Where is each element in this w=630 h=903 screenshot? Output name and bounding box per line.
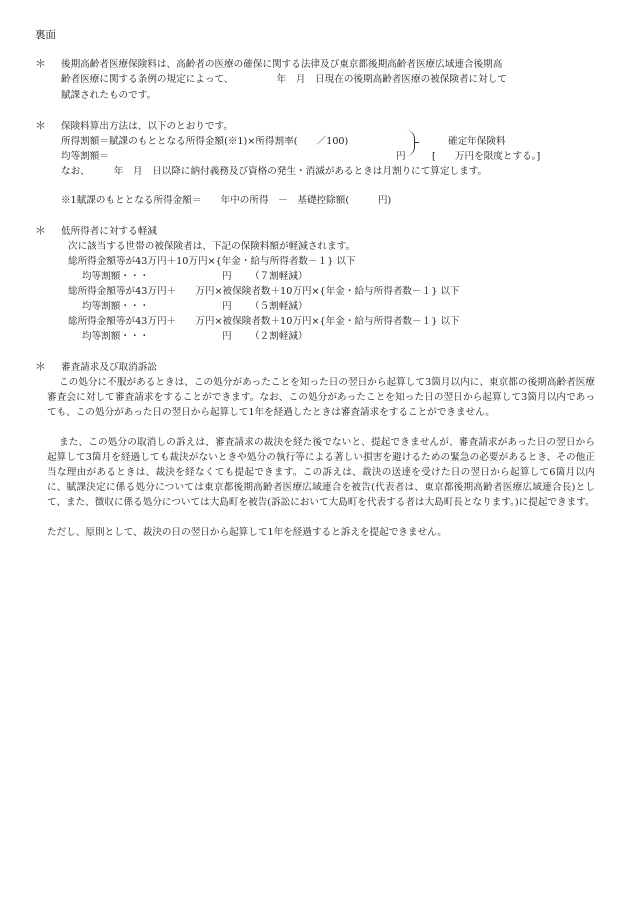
appeal-paragraph-1: この処分に不服があるときは、この処分があったことを知った日の翌日から起算して3箇月以内に、東京都の後期高齢者医療審査会に対して審査請求をすることができます。なお、この処分があったことを知った日の翌日から起算して3箇月以内であっても、この処分があった日の翌日から起算して1年を経過したときは審査請求をすることができません。 — [47, 377, 595, 418]
bullet-asterisk: ＊ — [35, 57, 46, 70]
section1-line1: 後期高齢者医療保険料は、高齢者の医療の確保に関する法律及び東京都後期高齢者医療広域連合後期高 — [61, 59, 503, 70]
appeal-paragraph-2: また、この処分の取消しの訴えは、審査請求の裁決を経た後でないと、提起できませんが、審査請求があった日の翌日から起算して3箇月を経過しても裁決がないときや処分の執行等による著しい損害を避けるための緊急の必要があるとき、その他正当な理由があるときは、裁決を経なくても提起できます。この訴えは、裁決の送達を受けた日の翌日から起算して6箇月以内に、賦課決定に係る処分については東京都後期高齢者医療広域連合を被告(代表者は、東京都後期高齢者医療広域連合長)として、また、徴収に係る処分については大島町を被告(訴訟において大島町を代表する者は大島町長となります。)に提起できます。 — [47, 437, 595, 508]
reduction-heading: 低所得者に対する軽減 — [61, 226, 157, 237]
bullet-asterisk: ＊ — [35, 119, 46, 132]
reduction-intro: 次に該当する世帯の被保険者は、下記の保険料額が軽減されます。 — [68, 241, 356, 252]
per-capita-label: 均等割額＝ — [61, 151, 109, 162]
yen-unit: 円 — [396, 151, 406, 162]
bullet-asterisk: ＊ — [35, 360, 46, 373]
section1-line2: 齢者医療に関する条例の規定によって、 年 月 日現在の後期高齢者医療の被保険者に対して — [61, 74, 507, 85]
footnote-income: ※1賦課のもととなる所得金額＝ 年中の所得 － 基礎控除額( 円) — [61, 195, 392, 206]
yen-unit: 円 — [222, 331, 232, 342]
section1-line3: 賦課されたものです。 — [61, 90, 157, 101]
calc-method-heading: 保険料算出方法は、以下のとおりです。 — [61, 121, 233, 132]
reduction-equal-label: 均等割額・・・ — [82, 271, 150, 282]
yen-unit: 円 — [222, 271, 232, 282]
reduction-rate-7: （７割軽減） — [250, 271, 308, 282]
appeal-heading: 審査請求及び取消訴訟 — [61, 362, 157, 373]
reduction-rate-2: （２割軽減） — [250, 331, 308, 342]
reduction-equal-label: 均等割額・・・ — [82, 331, 150, 342]
page-title: 裏面 — [35, 29, 56, 41]
reduction-condition-5: 総所得金額等が43万円＋ 万円×被保険者数＋10万円×{年金・給与所得者数－１} 以下 — [68, 286, 460, 297]
income-rate-formula: 所得割額＝賦課のもととなる所得金額(※1)×所得割率( ／100) — [61, 136, 349, 147]
reduction-equal-label: 均等割額・・・ — [82, 301, 150, 312]
monthly-proration-note: なお、 年 月 日以降に納付義務及び資格の発生・消滅があるときは月割りにて算定します。 — [61, 166, 488, 177]
appeal-paragraph-3: ただし、原則として、裁決の日の翌日から起算して1年を経過すると訴えを提起できません。 — [47, 527, 447, 538]
brace-mark — [406, 130, 415, 156]
limit-note: [ 万円を限度とする。] — [432, 151, 541, 162]
yen-unit: 円 — [222, 301, 232, 312]
reduction-condition-7: 総所得金額等が43万円＋10万円×{年金・給与所得者数－１} 以下 — [68, 256, 356, 267]
confirmed-premium-label: 確定年保険料 — [448, 136, 506, 147]
bullet-asterisk: ＊ — [35, 224, 46, 237]
reduction-rate-5: （５割軽減） — [250, 301, 308, 312]
reduction-condition-2: 総所得金額等が43万円＋ 万円×被保険者数＋10万円×{年金・給与所得者数－１} 以下 — [68, 316, 460, 327]
